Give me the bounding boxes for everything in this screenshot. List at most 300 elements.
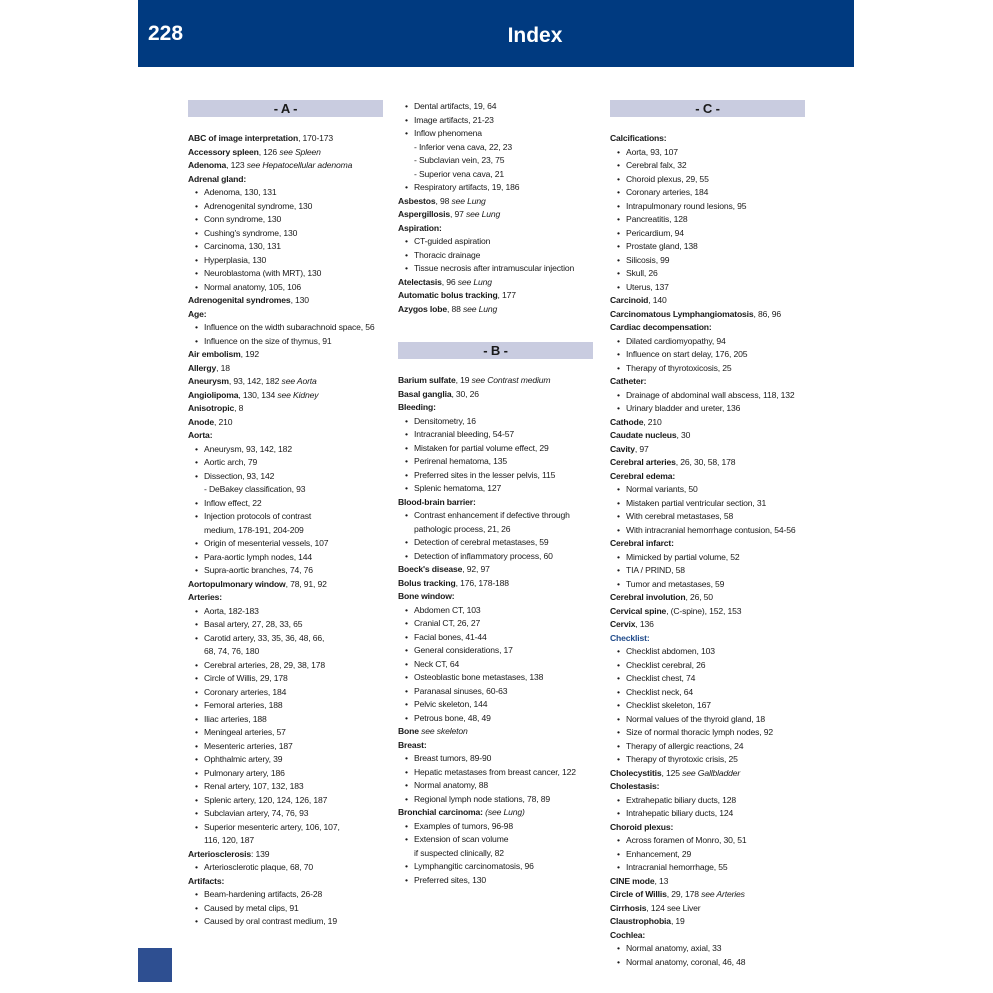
bullet-icon: • [617, 362, 620, 373]
bullet-icon: • [195, 241, 198, 251]
index-subentry [398, 766, 598, 780]
index-subentry [610, 753, 810, 767]
subentry-text: Checklist skeleton, 167 [626, 700, 711, 710]
subentry-text: Across foramen of Monro, 30, 51 [626, 835, 747, 845]
subentry-text: Checklist cerebral, 26 [626, 659, 706, 670]
index-term: Cholestasis: [610, 781, 660, 791]
subentry-text: Splenic hematoma, 127 [414, 483, 502, 493]
index-entry [188, 591, 388, 605]
page-references: , 19 [455, 375, 472, 385]
bullet-icon: • [195, 821, 198, 832]
index-entry [610, 429, 810, 443]
index-term: Age: [188, 308, 207, 319]
subentry-text: Therapy of thyrotoxicosis, 25 [626, 362, 732, 373]
subentry-text: Adenoma, 130, 131 [204, 187, 277, 197]
index-entry [188, 389, 388, 403]
index-entry [610, 875, 810, 889]
subentry-text: Drainage of abdominal wall abscess, 118, 132 [626, 389, 795, 400]
index-term: Cathode [610, 416, 644, 427]
page-references: , 29, 178 [666, 889, 702, 899]
subentry-text: Silicosis, 99 [626, 254, 670, 265]
bullet-icon: • [195, 862, 198, 872]
index-subentry [188, 551, 388, 565]
index-entry [188, 402, 388, 416]
index-term: Aspiration: [398, 222, 442, 233]
subentry-text: Densitometry, 16 [414, 415, 476, 426]
subentry-text: Aorta, 182-183 [204, 605, 259, 616]
subentry-text: Normal anatomy, 88 [414, 780, 489, 790]
bullet-icon: • [405, 550, 408, 561]
index-subentry [188, 888, 388, 902]
index-term: Bronchial carcinoma: [398, 807, 483, 817]
bullet-icon: • [195, 227, 198, 238]
index-subentry [610, 942, 810, 956]
index-subentry [188, 767, 388, 781]
index-subentry [610, 578, 810, 592]
bullet-icon: • [195, 794, 198, 805]
subentry-text: Breast tumors, 89-90 [414, 753, 492, 763]
bullet-icon: • [195, 200, 198, 211]
bullet-icon: • [405, 834, 408, 844]
index-subentry [610, 227, 810, 241]
index-subentry [398, 658, 598, 672]
index-subentry [398, 127, 598, 141]
subentry-text: Cerebral arteries, 28, 29, 38, 178 [204, 659, 326, 670]
index-entry [398, 577, 598, 591]
index-column-1 [188, 100, 388, 929]
index-subentry [610, 389, 810, 403]
page-references: , 78, 91, 92 [285, 578, 327, 589]
bullet-icon: • [405, 685, 408, 696]
section-letter-header: - C - [610, 100, 805, 117]
index-subentry [188, 618, 388, 632]
subentry-text: Checklist chest, 74 [626, 673, 696, 683]
index-entry [398, 388, 598, 402]
index-subentry [610, 740, 810, 754]
section-letter-header: - A - [188, 100, 383, 117]
subentry-text: Examples of tumors, 96-98 [414, 820, 513, 831]
subentry-text: General considerations, 17 [414, 645, 513, 655]
bullet-icon: • [195, 889, 198, 899]
index-subentry [188, 861, 388, 875]
subentry-text: Superior mesenteric artery, 106, 107, [204, 821, 340, 832]
subentry-text: Para-aortic lymph nodes, 144 [204, 551, 313, 562]
index-term: Blood-brain barrier: [398, 496, 476, 507]
subentry-continuation: medium, 178-191, 204-209 [204, 524, 304, 535]
subentry-text: Preferred sites in the lesser pelvis, 115 [414, 469, 556, 480]
subentry-text: Cranial CT, 26, 27 [414, 618, 481, 628]
subentry-text: Normal anatomy, coronal, 46, 48 [626, 956, 746, 967]
subentry-continuation: 116, 120, 187 [204, 835, 254, 845]
index-subentry [610, 281, 810, 295]
index-term: Bone window: [398, 591, 455, 601]
page-references: , 93, 142, 182 [228, 376, 282, 386]
bullet-icon: • [617, 754, 620, 764]
subentry-text: Prostate gland, 138 [626, 241, 698, 251]
subentry-text: Extension of scan volume [414, 834, 509, 844]
subentry-text: With cerebral metastases, 58 [626, 511, 734, 521]
page-references: , 88 [446, 303, 463, 314]
page-references: , 26, 30, 58, 178 [675, 457, 736, 467]
subentry-text: Intrahepatic biliary ducts, 124 [626, 808, 734, 818]
index-subentry [610, 645, 810, 659]
index-entry [398, 590, 598, 604]
index-subentry [398, 644, 598, 658]
index-subentry [188, 753, 388, 767]
index-entry [188, 348, 388, 362]
index-entry [610, 470, 810, 484]
subentry-text: Neuroblastoma (with MRT), 130 [204, 268, 322, 278]
see-reference: see Lung [462, 303, 498, 314]
subentry-text: Origin of mesenterial vessels, 107 [204, 538, 329, 548]
bullet-icon: • [617, 943, 620, 953]
index-subentry [398, 820, 598, 834]
index-term: Carcinoid [610, 295, 649, 305]
index-subentry [610, 159, 810, 173]
page-references: , 18 [216, 362, 230, 373]
index-entry [610, 537, 810, 551]
bullet-icon: • [617, 200, 620, 211]
index-entry [398, 222, 598, 236]
index-subentry [398, 712, 598, 726]
index-entry [188, 375, 388, 389]
bullet-icon: • [195, 700, 198, 710]
index-term: Aorta: [188, 430, 213, 440]
index-subentry [188, 780, 388, 794]
index-term: Cervix [610, 619, 636, 629]
index-subentry [610, 861, 810, 875]
index-entry [188, 416, 388, 430]
subentry-text: Iliac arteries, 188 [204, 713, 267, 724]
index-subentry [398, 752, 598, 766]
subentry-text: Beam-hardening artifacts, 26-28 [204, 889, 323, 899]
index-subentry [188, 537, 388, 551]
subentry-text: Abdomen CT, 103 [414, 604, 481, 615]
subentry-text: Urinary bladder and ureter, 136 [626, 403, 741, 413]
index-entry [610, 416, 810, 430]
bullet-icon: • [195, 551, 198, 562]
bullet-icon: • [617, 349, 620, 359]
subentry-text: Normal values of the thyroid gland, 18 [626, 713, 766, 724]
subentry-text: Skull, 26 [626, 268, 658, 278]
subentry-text: Detection of inflammatory process, 60 [414, 550, 553, 561]
index-entry [188, 429, 388, 443]
bullet-icon: • [405, 699, 408, 709]
index-term: Bone [398, 726, 419, 736]
bullet-icon: • [195, 335, 198, 346]
subentry-text: Renal artery, 107, 132, 183 [204, 781, 304, 791]
subentry-text: Checklist abdomen, 103 [626, 646, 715, 656]
subentry-text: Aneurysm, 93, 142, 182 [204, 443, 292, 454]
bullet-icon: • [405, 415, 408, 426]
index-sub-subentry: - Subclavian vein, 23, 75 [414, 155, 505, 165]
index-subentry [398, 833, 598, 847]
index-entry [610, 456, 810, 470]
index-subentry [398, 235, 598, 249]
see-reference: see Lung [466, 209, 501, 219]
index-entry [610, 443, 810, 457]
page-references: , 26, 50 [685, 592, 713, 602]
bullet-icon: • [617, 578, 620, 589]
bullet-icon: • [195, 659, 198, 670]
subentry-text: Mimicked by partial volume, 52 [626, 551, 740, 562]
bullet-icon: • [617, 497, 620, 508]
index-term: Cerebral infarct: [610, 538, 674, 548]
subentry-text: Dental artifacts, 19, 64 [414, 101, 497, 111]
index-entry [610, 294, 810, 308]
see-reference: see Spleen [279, 146, 321, 157]
index-subentry [610, 483, 810, 497]
index-subentry [188, 740, 388, 754]
index-term: Bolus tracking [398, 577, 456, 588]
subentry-text: Lymphangitic carcinomatosis, 96 [414, 861, 534, 871]
index-subentry [610, 834, 810, 848]
index-entry [610, 915, 810, 929]
subentry-text: Paranasal sinuses, 60-63 [414, 685, 508, 696]
index-term: Arteriosclerosis [188, 848, 252, 859]
index-subentry [188, 267, 388, 281]
bullet-icon: • [405, 766, 408, 777]
index-term: Basal ganglia [398, 388, 452, 399]
bullet-icon: • [617, 173, 620, 184]
subentry-continuation: pathologic process, 21, 26 [414, 523, 511, 534]
bullet-icon: • [195, 538, 198, 548]
subentry-text: Contrast enhancement if defective through [414, 510, 570, 520]
index-entry [398, 725, 598, 739]
index-term: Accessory spleen [188, 146, 259, 157]
bullet-icon: • [617, 511, 620, 521]
index-term: Calcifications: [610, 133, 667, 143]
index-term: Automatic bolus tracking [398, 290, 498, 300]
index-subentry [188, 807, 388, 821]
subentry-text: Splenic artery, 120, 124, 126, 187 [204, 794, 328, 805]
subentry-text: Intracranial bleeding, 54-57 [414, 429, 514, 439]
page-references: , 19 [670, 916, 685, 926]
index-term: Breast: [398, 739, 427, 750]
index-subentry [188, 699, 388, 713]
index-subentry [398, 779, 598, 793]
page-references: , 140 [648, 295, 667, 305]
bullet-icon: • [405, 631, 408, 642]
page-references: , 8 [234, 403, 244, 413]
index-subentry [398, 442, 598, 456]
bullet-icon: • [195, 713, 198, 724]
index-term: ABC of image interpretation [188, 133, 299, 143]
subentry-text: Normal anatomy, 105, 106 [204, 281, 302, 292]
subentry-text: Osteoblastic bone metastases, 138 [414, 672, 544, 682]
bullet-icon: • [195, 686, 198, 697]
index-subentry [610, 335, 810, 349]
subentry-text: Dilated cardiomyopathy, 94 [626, 335, 726, 346]
index-subentry [398, 550, 598, 564]
index-subentry [398, 482, 598, 496]
subentry-text: Cerebral falx, 32 [626, 160, 687, 170]
section-letter-header: - B - [398, 342, 593, 359]
page-references: , 97 [634, 443, 649, 454]
subentry-text: Influence on start delay, 176, 205 [626, 349, 748, 359]
index-term: Allergy [188, 362, 217, 373]
index-subentry [398, 100, 598, 114]
subentry-text: Respiratory artifacts, 19, 186 [414, 182, 520, 192]
index-entry [188, 578, 388, 592]
index-entry [188, 848, 388, 862]
index-term: Cerebral edema: [610, 470, 676, 481]
index-subentry [188, 726, 388, 740]
subentry-text: Arteriosclerotic plaque, 68, 70 [204, 862, 314, 872]
subentry-text: TIA / PRIND, 58 [626, 565, 685, 575]
subentry-text: Inflow phenomena [414, 128, 482, 138]
index-entry [610, 929, 810, 943]
index-term: Catheter: [610, 376, 647, 386]
bullet-icon: • [405, 658, 408, 669]
see-reference: see Contrast medium [471, 375, 551, 385]
subentry-text: Uterus, 137 [626, 281, 669, 292]
index-subentry [188, 794, 388, 808]
index-subentry [610, 524, 810, 538]
subentry-text: Aorta, 93, 107 [626, 146, 678, 157]
index-subentry [398, 455, 598, 469]
index-subentry [398, 181, 598, 195]
subentry-text: Neck CT, 64 [414, 658, 460, 669]
subentry-text: Mesenteric arteries, 187 [204, 740, 293, 751]
index-column-2 [398, 100, 598, 887]
index-term: CINE mode [610, 875, 655, 886]
bullet-icon: • [405, 861, 408, 871]
page-references: , 210 [213, 416, 233, 427]
subentry-text: Enhancement, 29 [626, 848, 692, 859]
index-subentry [188, 915, 388, 929]
bullet-icon: • [195, 497, 198, 508]
index-sub-subentry: - Inferior vena cava, 22, 23 [414, 141, 513, 152]
page-corner-marker [138, 948, 172, 982]
subentry-text: Normal anatomy, axial, 33 [626, 943, 722, 953]
page-references: , 136 [635, 619, 654, 629]
index-subentry [188, 456, 388, 470]
index-subentry [188, 470, 388, 484]
bullet-icon: • [405, 780, 408, 790]
index-subentry [398, 415, 598, 429]
bullet-icon: • [405, 753, 408, 763]
index-subentry [398, 469, 598, 483]
index-entry [398, 496, 598, 510]
subentry-text: With intracranial hemorrhage contusion, 54-56 [626, 524, 796, 535]
bullet-icon: • [405, 618, 408, 628]
index-subentry [188, 672, 388, 686]
subentry-text: Regional lymph node stations, 78, 89 [414, 793, 551, 804]
index-subentry [398, 793, 598, 807]
bullet-icon: • [195, 767, 198, 778]
bullet-icon: • [195, 808, 198, 818]
index-entry [398, 289, 598, 303]
index-subentry [188, 564, 388, 578]
subentry-text: Cushing's syndrome, 130 [204, 227, 298, 238]
index-subentry [188, 200, 388, 214]
subentry-text: Hyperplasia, 130 [204, 254, 267, 265]
index-term: Cirrhosis [610, 902, 647, 913]
index-subentry [398, 604, 598, 618]
subentry-text: Carcinoma, 130, 131 [204, 241, 281, 251]
index-column-3 [610, 100, 810, 969]
bullet-icon: • [617, 551, 620, 562]
bullet-icon: • [617, 254, 620, 265]
index-subentry [610, 672, 810, 686]
bullet-icon: • [617, 646, 620, 656]
subentry-text: Hepatic metastases from breast cancer, 122 [414, 766, 576, 777]
bullet-icon: • [195, 619, 198, 629]
index-subentry [610, 146, 810, 160]
bullet-icon: • [617, 673, 620, 683]
index-entry [610, 780, 810, 794]
section-spacer [398, 316, 598, 342]
index-subentry [610, 564, 810, 578]
index-subentry [188, 335, 388, 349]
index-term: Claustrophobia [610, 916, 671, 926]
bullet-icon: • [195, 916, 198, 926]
see-reference: see Kidney [277, 389, 319, 400]
subentry-text: Tumor and metastases, 59 [626, 578, 725, 589]
index-entry [188, 308, 388, 322]
bullet-icon: • [195, 740, 198, 751]
page-references: , 192 [240, 349, 260, 359]
index-subentry [398, 860, 598, 874]
subentry-text: Conn syndrome, 130 [204, 214, 282, 224]
bullet-icon: • [195, 281, 198, 292]
subentry-text: Injection protocols of contrast [204, 511, 312, 521]
bullet-icon: • [405, 456, 408, 466]
subentry-text: Caused by metal clips, 91 [204, 902, 299, 913]
index-subentry [398, 685, 598, 699]
index-subentry [188, 281, 388, 295]
index-entry [610, 632, 810, 646]
bullet-icon: • [617, 794, 620, 805]
index-subentry [398, 631, 598, 645]
index-term: Aortopulmonary window [188, 578, 286, 589]
index-term: Cholecystitis [610, 767, 662, 778]
subentry-text: Checklist neck, 64 [626, 686, 694, 697]
subentry-text: Preferred sites, 130 [414, 874, 486, 885]
bullet-icon: • [195, 754, 198, 764]
index-term: Adrenogenital syndromes [188, 295, 291, 305]
bullet-icon: • [617, 146, 620, 157]
bullet-icon: • [617, 187, 620, 197]
index-subentry [610, 848, 810, 862]
subentry-continuation: if suspected clinically, 82 [414, 847, 504, 858]
page-references: , (C-spine), 152, 153 [666, 605, 742, 616]
index-term: Adrenal gland: [188, 173, 247, 184]
index-subentry [610, 510, 810, 524]
page-references: , 210 [643, 416, 662, 427]
see-reference: see Lung [451, 195, 486, 206]
subentry-text: Carotid artery, 33, 35, 36, 48, 66, [204, 632, 325, 643]
index-term: Azygos lobe [398, 303, 447, 314]
page-references: , 30 [676, 430, 691, 440]
bullet-icon: • [405, 114, 408, 125]
index-term: Carcinomatous Lymphangiomatosis [610, 308, 754, 319]
index-sub-subentry: - Superior vena cava, 21 [414, 168, 505, 179]
bullet-icon: • [195, 214, 198, 224]
subentry-text: Supra-aortic branches, 74, 76 [204, 565, 313, 575]
bullet-icon: • [405, 537, 408, 547]
bullet-icon: • [195, 565, 198, 575]
page-references: , 30, 26 [451, 388, 479, 399]
index-subentry [610, 713, 810, 727]
bullet-icon: • [195, 902, 198, 913]
page-references: , 125 [661, 767, 683, 778]
index-entry [188, 132, 388, 146]
index-entry [398, 303, 598, 317]
index-subentry [610, 240, 810, 254]
bullet-icon: • [617, 524, 620, 535]
